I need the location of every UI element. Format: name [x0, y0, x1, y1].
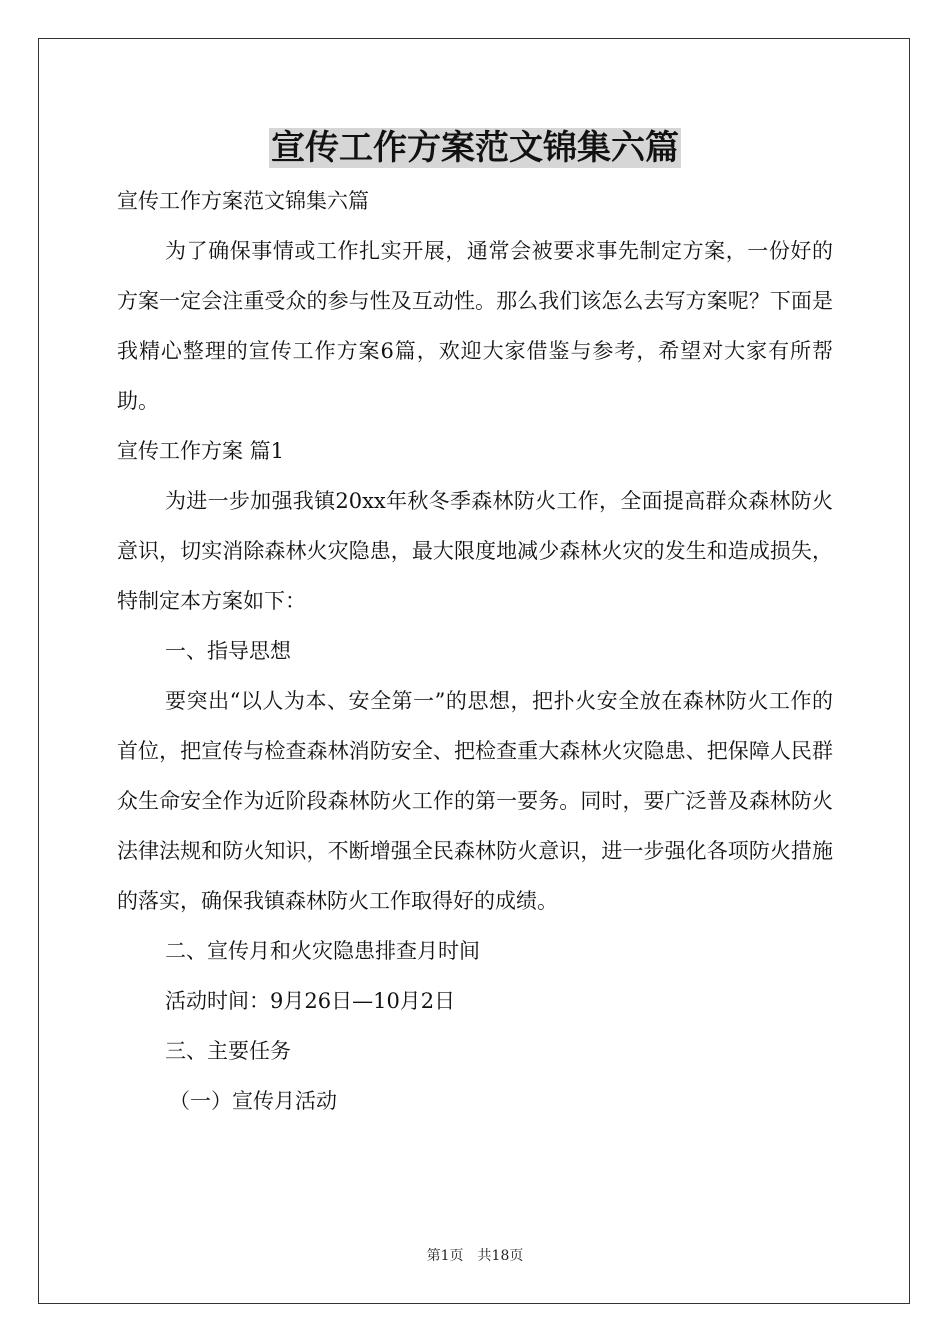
- guiding-thought-paragraph: 要突出“以人为本、安全第一”的思想，把扑火安全放在森林防火工作的首位，把宣传与检查森林消防安全、把检查重大森林火灾隐患、把保障人民群众生命安全作为近阶段森林防火工作的第一要务。同时，要广泛普及森林防火法律法规和防火知识，不断增强全民森林防火意识，进一步强化各项防火措施的落实，确保我镇森林防火工作取得好的成绩。: [117, 689, 833, 913]
- page-total: 共18页: [477, 1248, 524, 1264]
- document-body: [117, 176, 833, 1126]
- heading-activity-time: 二、宣传月和火灾隐患排查月时间: [165, 939, 480, 963]
- heading-main-tasks: 三、主要任务: [165, 1039, 291, 1063]
- document-subtitle: 宣传工作方案范文锦集六篇: [117, 189, 369, 213]
- intro-paragraph: 为了确保事情或工作扎实开展，通常会被要求事先制定方案，一份好的方案一定会注重受众的参与性及互动性。那么我们该怎么去写方案呢？下面是我精心整理的宣传工作方案6篇，欢迎大家借鉴与参考，希望对大家有所帮助。: [117, 239, 833, 413]
- document-title: [0, 126, 950, 170]
- activity-time-line: 活动时间：9月26日—10月2日: [165, 989, 456, 1013]
- page-number: 第1页: [426, 1248, 464, 1264]
- purpose-paragraph: 为进一步加强我镇20xx年秋冬季森林防火工作，全面提高群众森林防火意识，切实消除森林火灾隐患，最大限度地减少森林火灾的发生和造成损失，特制定本方案如下：: [117, 489, 833, 613]
- page-footer: [0, 1246, 950, 1266]
- heading-guiding-thought: 一、指导思想: [165, 639, 291, 663]
- section-heading-part-1: 宣传工作方案 篇1: [117, 439, 285, 463]
- document-title-text: 宣传工作方案范文锦集六篇: [271, 128, 679, 168]
- heading-publicity-month: （一）宣传月活动: [169, 1089, 337, 1113]
